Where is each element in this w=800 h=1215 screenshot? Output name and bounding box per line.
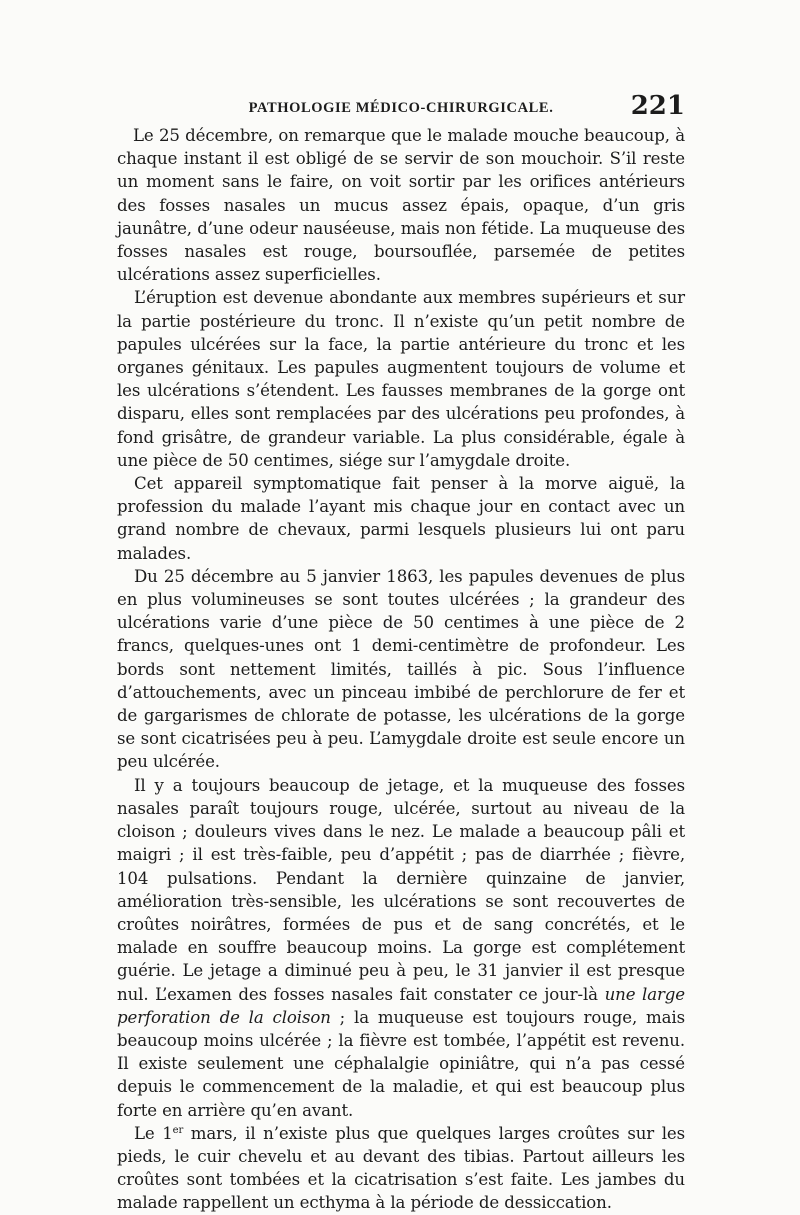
page-header [117, 92, 685, 124]
running-head: PATHOLOGIE MÉDICO-CHIRURGICALE. [248, 100, 554, 116]
paragraph-3: Cet appareil symptomatique fait penser à la morve aiguë, la profession du malade l’ayant mis chaque jour en contact avec un grand nombre de chevaux, parmi lesquels plusieurs lui ont paru malades. [117, 474, 685, 563]
paragraph-5-part-2: ; la muqueuse est toujours rouge, mais beaucoup moins ulcérée ; la fièvre est tombée, l’appétit est revenu. Il existe seulement une céphalalgie opiniâtre, qui n’a pas cessé depuis le commencement de la maladie, et qui est beaucoup plus forte en arrière qu’en avant. [117, 1007, 685, 1120]
book-page [117, 92, 685, 1215]
page-number: 221 [630, 91, 685, 121]
paragraph-5 [117, 774, 685, 1122]
paragraph-6-lead: Le 1 [134, 1123, 173, 1143]
paragraph-6-rest: mars, il n’existe plus que quelques larges croûtes sur les pieds, le cuir chevelu et au devant des tibias. Partout ailleurs les croûtes sont tombées et la cicatrisation s’est faite. Les jambes du malade rappellent un ecthyma à la période de dessiccation. [117, 1123, 686, 1213]
paragraph-2: L’éruption est devenue abondante aux membres supérieurs et sur la partie postérieure du tronc. Il n’existe qu’un petit nombre de papules ulcérées sur la face, la partie antérieure du tronc et les organes génitaux. Les papules augmentent toujours de volume et les ulcérations s’étendent. Les fausses membranes de la gorge ont disparu, elles sont remplacées par des ulcérations peu profondes, à fond grisâtre, de grandeur variable. La plus considérable, égale à une pièce de 50 centimes, siége sur l’amygdale droite. [117, 288, 685, 470]
paragraph-5-part-1: Il y a toujours beaucoup de jetage, et la muqueuse des fosses nasales paraît toujours rouge, ulcérée, surtout au niveau de la cloison ; douleurs vives dans le nez. Le malade a beaucoup pâli et maigri ; il est très-faible, peu d’appétit ; pas de diarrhée ; fièvre, 104 pulsations. Pendant la dernière quinzaine de janvier, amélioration très-sensible, les ulcérations se sont recouvertes de croûtes noirâtres, formées de pus et de sang concrétés, et le malade en souffre beaucoup moins. La gorge est complétement guérie. Le jetage a diminué peu à peu, le 31 janvier il est presque nul. L’examen des fosses nasales fait constater ce jour-là [117, 775, 685, 1004]
italic-phrase: une large perforation de la cloison [117, 984, 686, 1027]
paragraph-4: Du 25 décembre au 5 janvier 1863, les papules devenues de plus en plus volumineuses se sont toutes ulcérées ; la grandeur des ulcérations varie d’une pièce de 50 centimes à une pièce de 2 francs, quelques-unes ont 1 demi-centimètre de profondeur. Les bords sont nettement limités, taillés à pic. Sous l’influence d’attouchements, avec un pinceau imbibé de perchlorure de fer et de gargarismes de chlorate de potasse, les ulcérations de la gorge se sont cicatrisées peu à peu. L’amygdale droite est seule encore un peu ulcérée. [117, 566, 685, 772]
body-text [117, 124, 685, 1215]
paragraph-1: Le 25 décembre, on remarque que le malade mouche beaucoup, à chaque instant il est obligé de se servir de son mouchoir. S’il reste un moment sans le faire, on voit sortir par les orifices antérieurs des fosses nasales un mucus assez épais, opaque, d’un gris jaunâtre, d’une odeur nauséeuse, mais non fétide. La muqueuse des fosses nasales est rouge, boursouflée, parsemée de petites ulcérations assez superficielles. [117, 126, 685, 285]
ordinal-superscript: er [172, 1124, 184, 1136]
paragraph-6 [117, 1122, 685, 1215]
